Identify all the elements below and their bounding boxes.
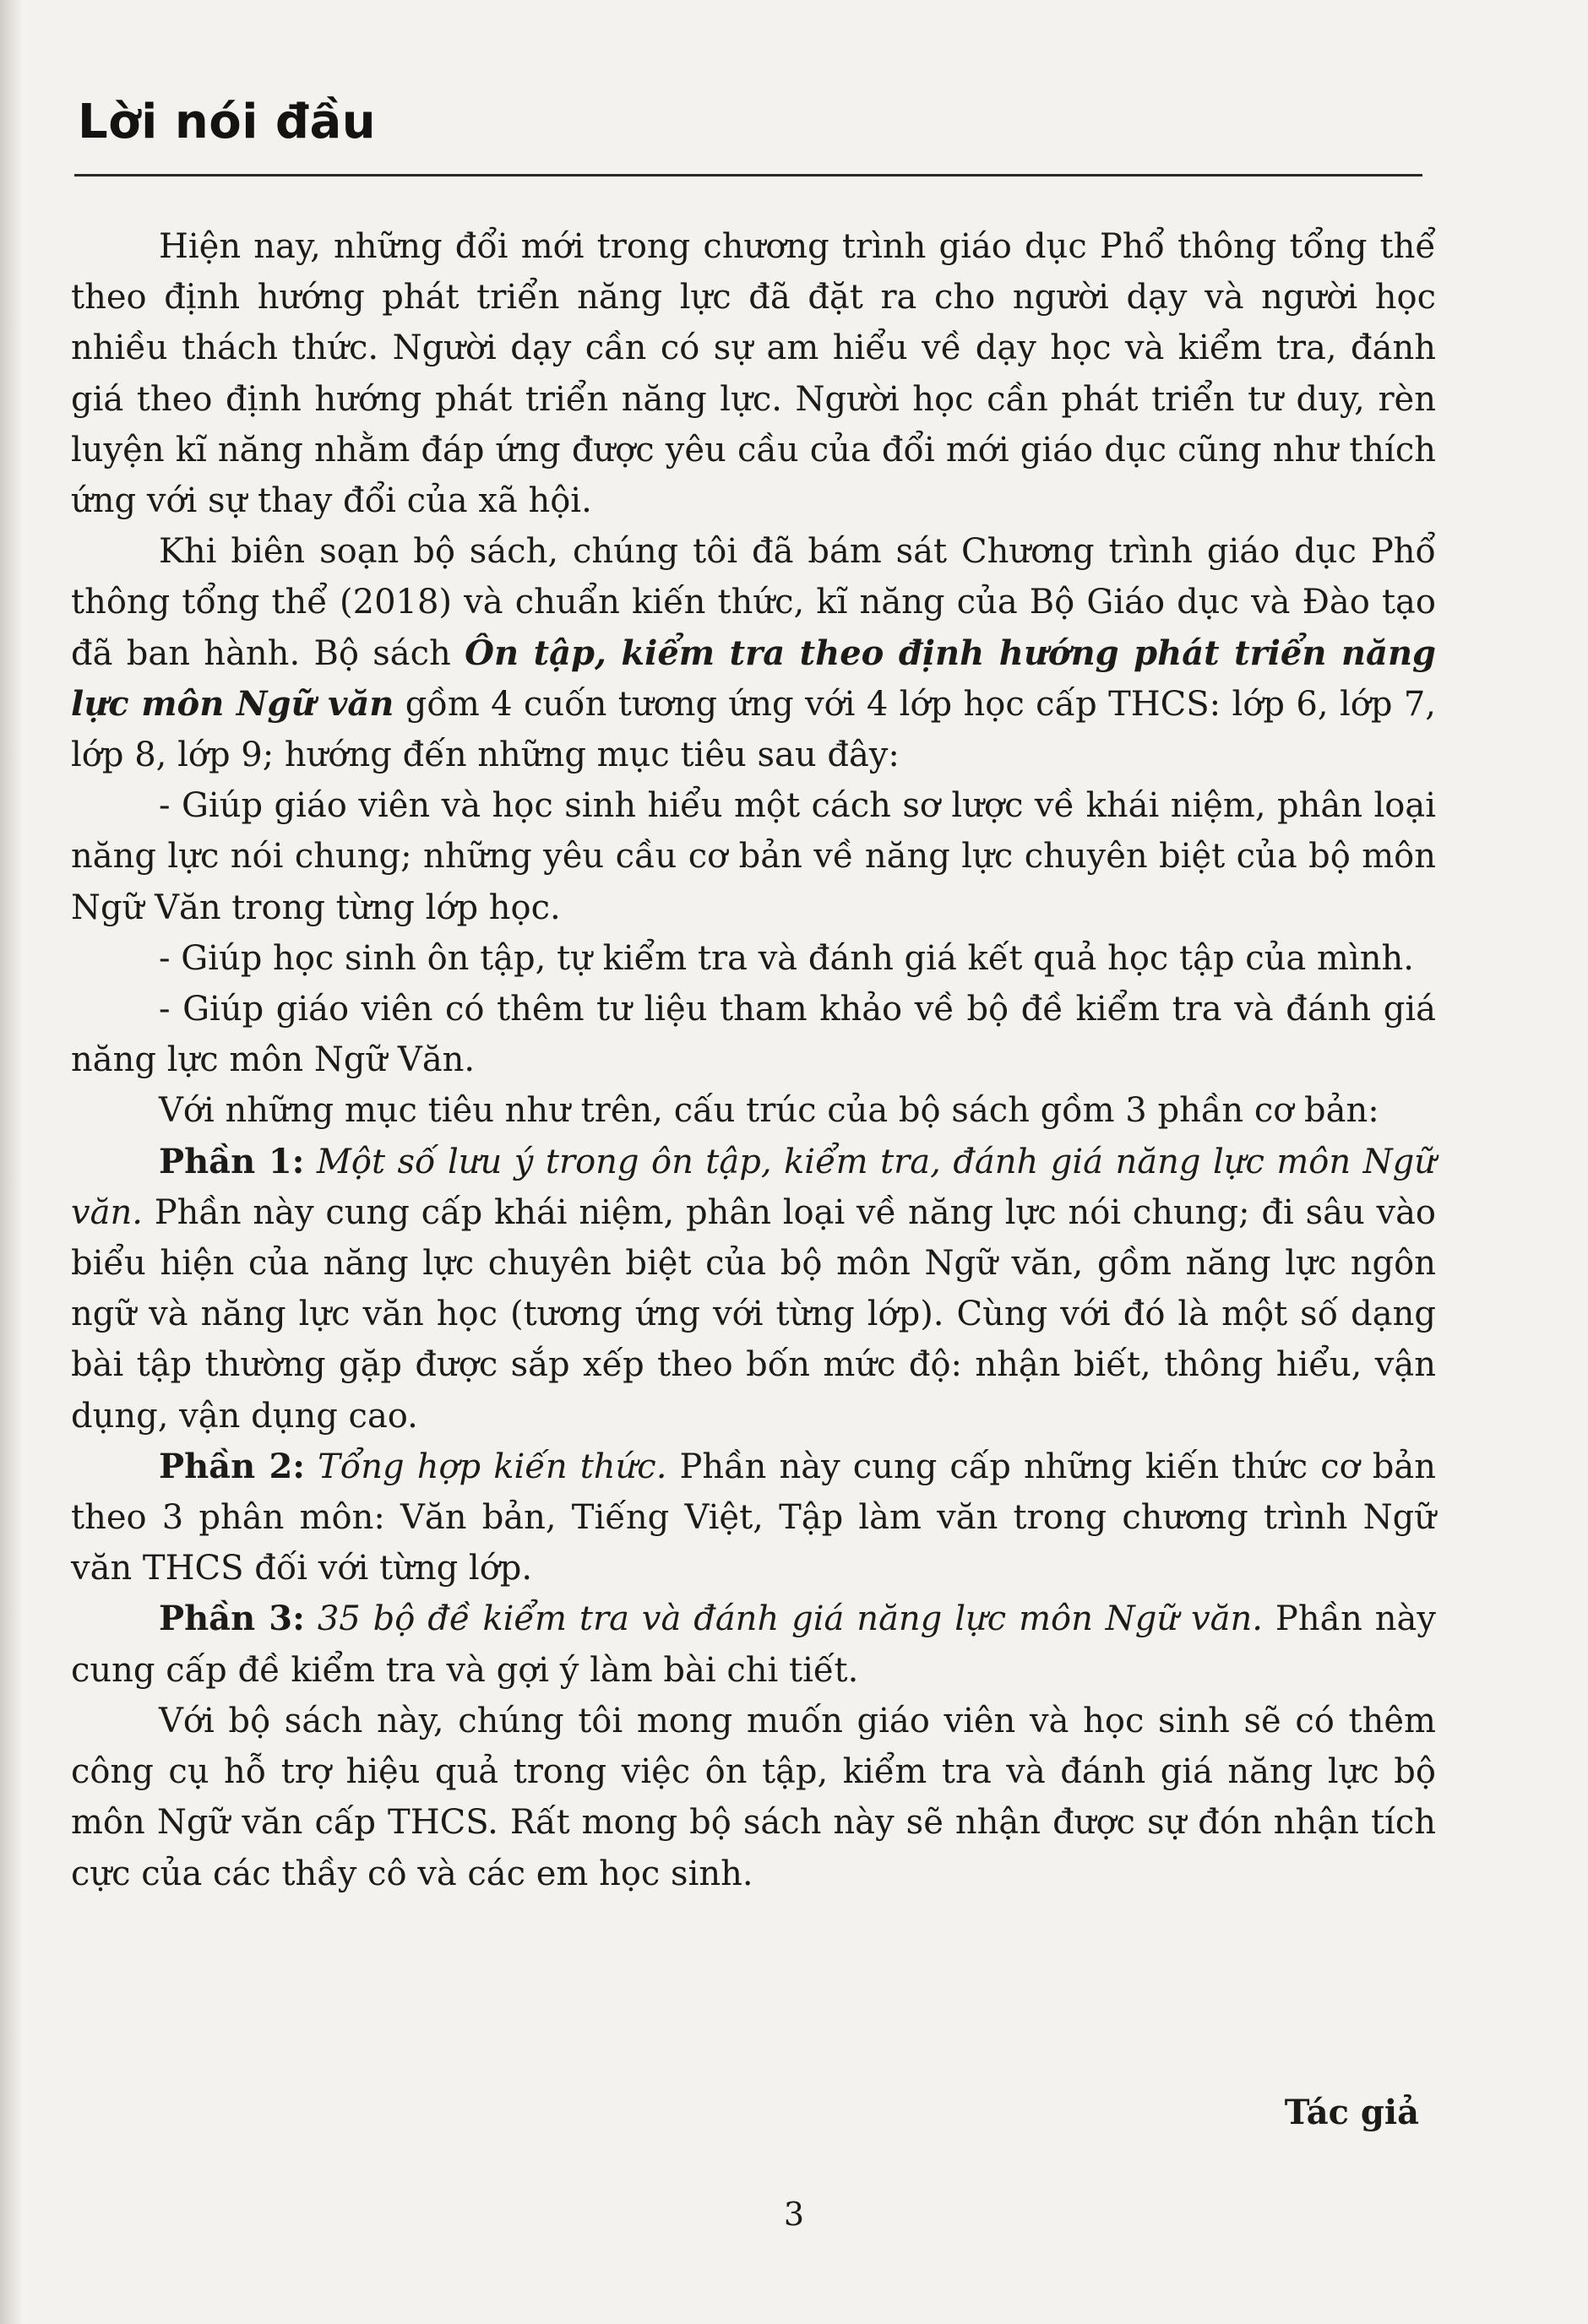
goal-item-3: - Giúp giáo viên có thêm tư liệu tham khảo về bộ đề kiểm tra và đánh giá năng lực môn Ngữ Văn. (71, 990, 1436, 1080)
book-series-title: Ôn tập, kiểm tra theo định hướng phát triển năng lực môn Ngữ văn (71, 633, 1437, 724)
part-1-text: Phần này cung cấp khái niệm, phân loại về năng lực nói chung; đi sâu vào biểu hiện của năng lực chuyên biệt của bộ môn Ngữ văn, gồm năng lực ngôn ngữ và năng lực văn học (tương ứng với từng lớp). Cùng với đó là một số dạng bài tập thường gặp được sắp xếp theo bốn mức độ: nhận biết, thông hiểu, vận dụng, vận dụng cao. (71, 1192, 1436, 1436)
preface-body (71, 221, 1436, 1899)
paragraph-book-series-end: gồm 4 cuốn tương ứng với 4 lớp học cấp THCS: lớp 6, lớp 7, lớp 8, lớp 9; hướng đến những mục tiêu sau đây: (71, 684, 1436, 775)
part-1-title: Một số lưu ý trong ôn tập, kiểm tra, đánh giá năng lực môn Ngữ văn. (71, 1142, 1436, 1232)
part-3-text: Phần này cung cấp đề kiểm tra và gợi ý làm bài chi tiết. (71, 1599, 1437, 1690)
paragraph-structure: Với những mục tiêu như trên, cấu trúc của bộ sách gồm 3 phần cơ bản: (159, 1091, 1379, 1131)
paragraph-book-series-start: Khi biên soạn bộ sách, chúng tôi đã bám sát Chương trình giáo dục Phổ thông tổng thể (2018) và chuẩn kiến thức, kĩ năng của Bộ Giáo dục và Đào tạo đã ban hành. Bộ sách (71, 532, 1436, 673)
paragraph-book-series (71, 526, 1436, 780)
part-2-label: Phần 2: (159, 1446, 306, 1486)
page-gutter-shadow (0, 0, 22, 2324)
goal-item-2: - Giúp học sinh ôn tập, tự kiểm tra và đánh giá kết quả học tập của mình. (159, 938, 1414, 978)
page-heading: Lời nói đầu (78, 95, 377, 149)
goal-item-1: - Giúp giáo viên và học sinh hiểu một cách sơ lược về khái niệm, phân loại năng lực nói chung; những yêu cầu cơ bản về năng lực chuyên biệt của bộ môn Ngữ Văn trong từng lớp học. (71, 786, 1436, 927)
part-2-text: Phần này cung cấp những kiến thức cơ bản theo 3 phân môn: Văn bản, Tiếng Việt, Tập làm văn trong chương trình Ngữ văn THCS đối với từng lớp. (71, 1447, 1437, 1588)
part-3-title: 35 bộ đề kiểm tra và đánh giá năng lực môn Ngữ văn. (304, 1599, 1263, 1639)
heading-underline (74, 174, 1422, 176)
page-number: 3 (783, 2196, 805, 2233)
author-signature: Tác giả (1284, 2093, 1419, 2132)
paragraph-intro: Hiện nay, những đổi mới trong chương trình giáo dục Phổ thông tổng thể theo định hướng phát triển năng lực đã đặt ra cho người dạy và người học nhiều thách thức. Người dạy cần có sự am hiểu về dạy học và kiểm tra, đánh giá theo định hướng phát triển năng lực. Người học cần phát triển tư duy, rèn luyện kĩ năng nhằm đáp ứng được yêu cầu của đổi mới giáo dục cũng như thích ứng với sự thay đổi của xã hội. (71, 227, 1436, 521)
paragraph-closing: Với bộ sách này, chúng tôi mong muốn giáo viên và học sinh sẽ có thêm công cụ hỗ trợ hiệu quả trong việc ôn tập, kiểm tra và đánh giá năng lực bộ môn Ngữ văn cấp THCS. Rất mong bộ sách này sẽ nhận được sự đón nhận tích cực của các thầy cô và các em học sinh. (71, 1701, 1436, 1893)
part-2-title: Tổng hợp kiến thức. (305, 1447, 667, 1486)
part-3-description (71, 1594, 1436, 1695)
part-2-description (71, 1442, 1436, 1594)
part-3-label: Phần 3: (159, 1599, 305, 1639)
part-1-description (71, 1137, 1436, 1442)
part-1-label: Phần 1: (159, 1141, 305, 1181)
